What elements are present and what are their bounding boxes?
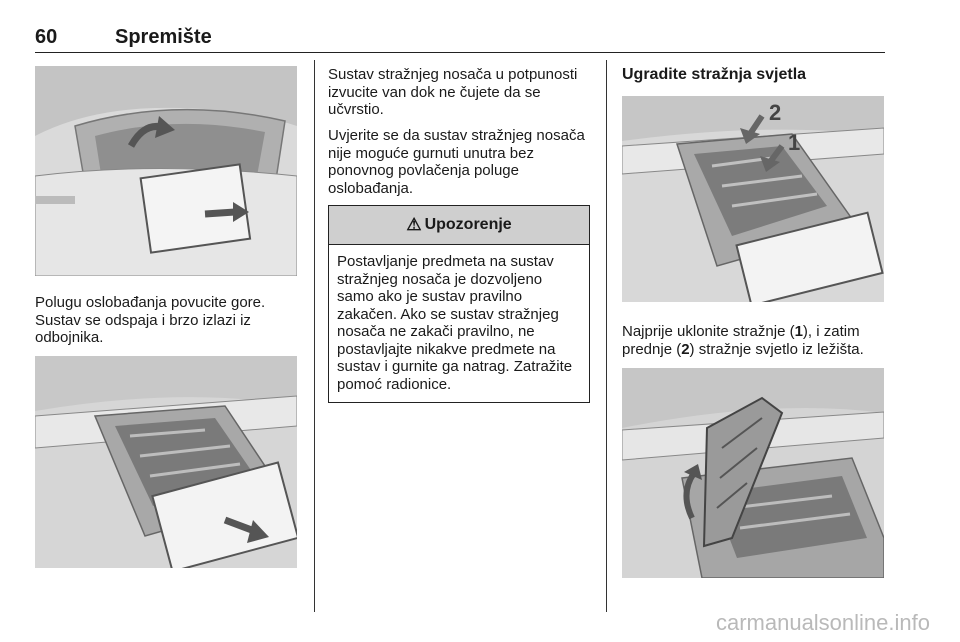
figure-label-1: 1 xyxy=(788,130,801,155)
warning-title: Upozorenje xyxy=(424,216,512,233)
figure-carrier-extended xyxy=(35,356,297,568)
figure-release-lever xyxy=(35,66,297,276)
warning-header xyxy=(329,206,589,245)
watermark: carmanualsonline.info xyxy=(715,610,930,635)
figure-label-2: 2 xyxy=(769,100,782,125)
page-number: 60 xyxy=(35,26,58,48)
warning-text: Postavljanje predmeta na sustav stražnjeg nosača je dozvoljeno samo ako je sustav pravilno zakačen. Ako se sustav stražnjeg nosača ne zakači pravilno, ne postavljajte nikakve predmete na sustav i gurnite ga natrag. Zatražite pomoć radionice. xyxy=(337,253,573,393)
caption-release-lever: Polugu oslobađanja povucite gore. Sustav se odspaja i brzo izlazi iz odbojnika. xyxy=(35,294,266,346)
figure-tilt-light xyxy=(622,368,884,578)
caption-remove-lights xyxy=(622,323,890,358)
warning-box xyxy=(328,205,590,403)
column-divider-right xyxy=(606,60,607,612)
caption-text: Najprije uklonite stražnje ( xyxy=(622,323,795,340)
caption-text: ), i zatim prednje ( xyxy=(622,323,860,358)
page-header xyxy=(35,22,885,53)
page-title: Spremište xyxy=(115,26,212,48)
section-title: Ugradite stražnja svjetla xyxy=(622,66,807,83)
warning-triangle-icon: ⚠ xyxy=(406,215,422,234)
paragraph-check-locked: Uvjerite se da sustav stražnjeg nosača nije moguće gurnuti unutra bez ponovnog povlačenja poluge oslobađanja. xyxy=(328,127,585,197)
caption-ref-1: 1 xyxy=(794,323,803,340)
paragraph-extend-carrier: Sustav stražnjeg nosača u potpunosti izvucite van dok ne čujete da se učvrstio. xyxy=(328,66,578,118)
caption-ref-2: 2 xyxy=(681,340,690,358)
column-divider-left xyxy=(314,60,315,612)
figure-remove-lights xyxy=(622,96,884,302)
caption-text: ) stražnje svjetlo iz ležišta. xyxy=(689,340,864,358)
